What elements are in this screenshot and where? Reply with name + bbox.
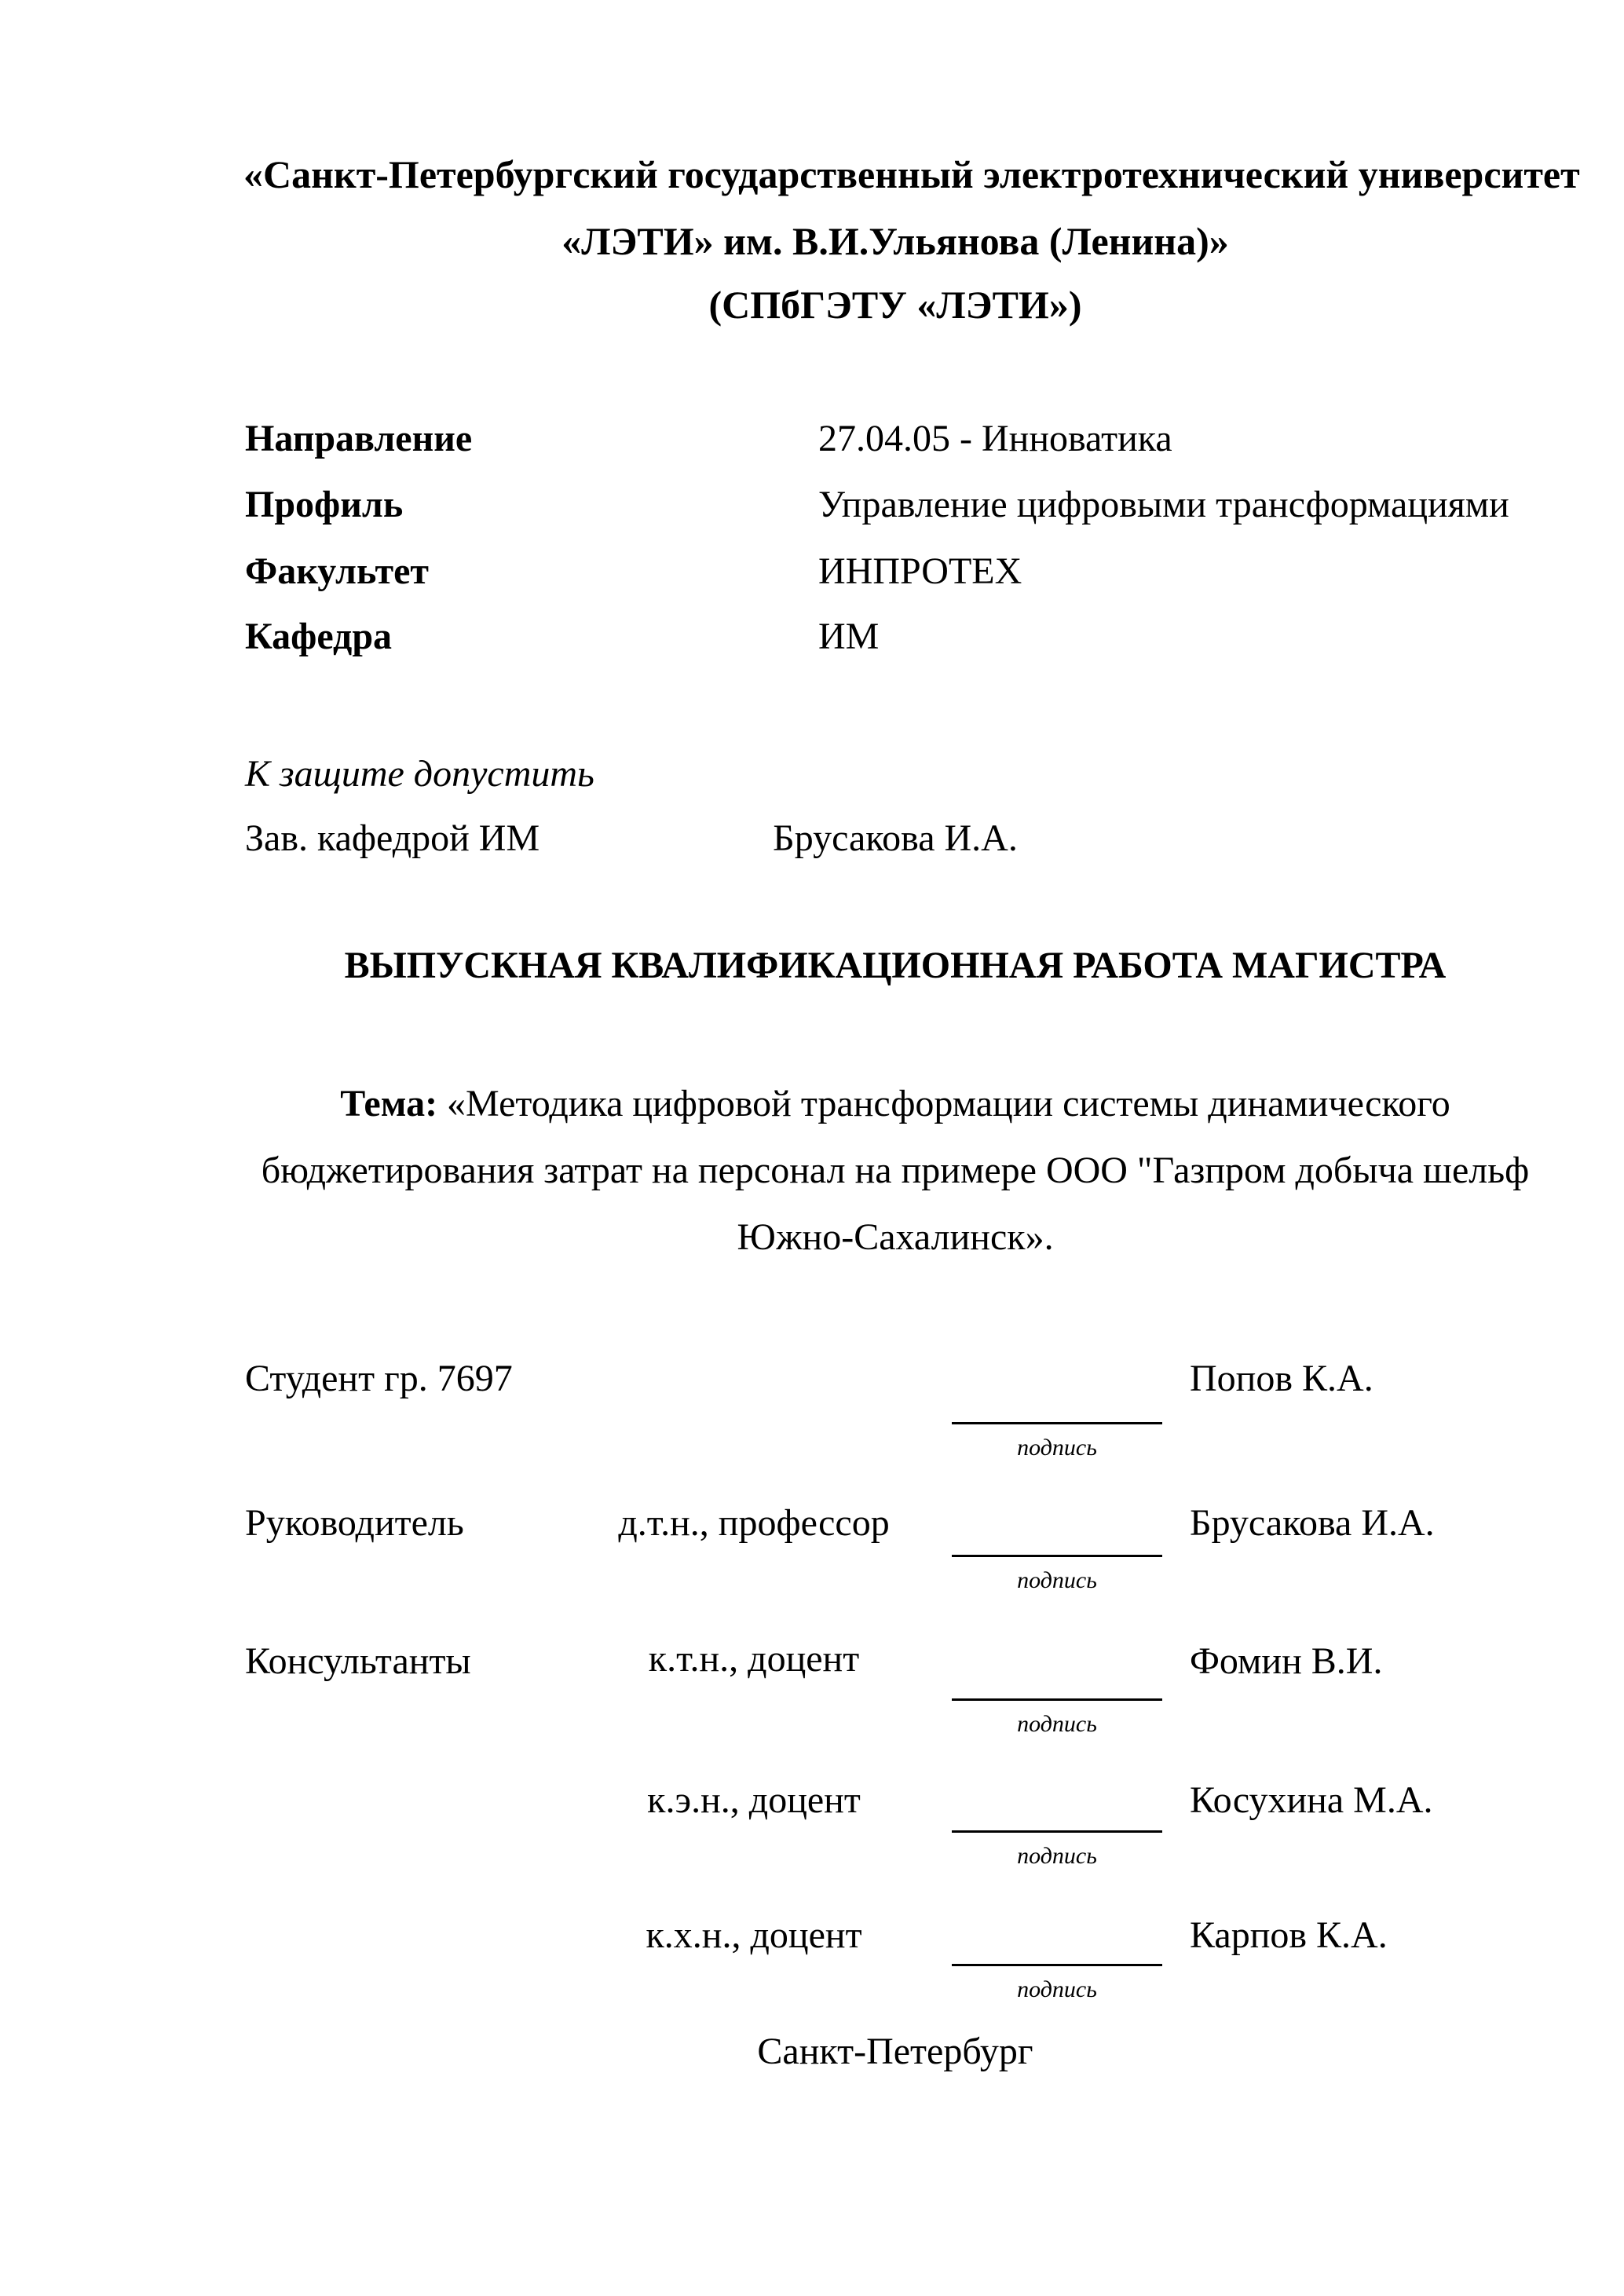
university-line-3: (СПбГЭТУ «ЛЭТИ») — [708, 283, 1082, 327]
signatory-name-consultant-3: Карпов К.А. — [1190, 1914, 1388, 1956]
university-line-1: «Санкт-Петербургский государственный электротехнический университет — [243, 152, 1580, 196]
signature-line-consultant-2 — [952, 1830, 1162, 1870]
signature-caption-consultant-3: подпись — [1017, 1976, 1097, 2002]
field-value-profil: Управление цифровыми трансформациями — [818, 484, 1509, 525]
signature-line-consultant-3 — [952, 1964, 1162, 2004]
signatory-name-supervisor: Брусакова И.А. — [1190, 1502, 1435, 1544]
signatory-name-student: Попов К.А. — [1190, 1358, 1373, 1399]
theme-line-2: бюджетирования затрат на персонал на примере ООО "Газпром добыча шельф — [261, 1150, 1530, 1191]
signature-line-student — [952, 1422, 1162, 1462]
signature-caption-supervisor: подпись — [1017, 1567, 1097, 1593]
admission-head-role: Зав. кафедрой ИМ — [245, 817, 540, 859]
field-value-napravlenie: 27.04.05 - Инноватика — [818, 418, 1172, 459]
field-label-fakultet: Факультет — [245, 550, 429, 592]
city-label: Санкт-Петербург — [757, 2031, 1033, 2072]
signatory-role-student: Студент гр. 7697 — [245, 1358, 513, 1399]
admission-note: К защите допустить — [245, 753, 594, 795]
signatory-role-supervisor: Руководитель — [245, 1502, 464, 1544]
signatory-degree-consultant-3: к.х.н., доцент — [646, 1914, 862, 1956]
signatory-degree-supervisor: д.т.н., профессор — [618, 1502, 890, 1544]
signatory-role-consultants: Консультанты — [245, 1640, 471, 1682]
signature-caption-student: подпись — [1017, 1435, 1097, 1461]
thesis-theme — [243, 1070, 1547, 1270]
theme-line-3: Южно-Сахалинск». — [737, 1216, 1054, 1258]
signatory-name-consultant-2: Косухина М.А. — [1190, 1779, 1433, 1821]
theme-line-1 — [243, 1070, 1547, 1137]
signatory-name-consultant-1: Фомин В.И. — [1190, 1640, 1383, 1682]
theme-line-1-text: «Методика цифровой трансформации системы динамического — [447, 1083, 1450, 1124]
signature-caption-consultant-2: подпись — [1017, 1843, 1097, 1869]
signatory-degree-consultant-2: к.э.н., доцент — [647, 1779, 861, 1821]
signature-line-consultant-1 — [952, 1698, 1162, 1738]
theme-label: Тема: — [340, 1083, 448, 1124]
field-value-kafedra: ИМ — [818, 616, 880, 657]
field-value-fakultet: ИНПРОТЕХ — [818, 550, 1022, 592]
field-label-profil: Профиль — [245, 484, 404, 525]
signatory-degree-consultant-1: к.т.н., доцент — [648, 1638, 860, 1680]
field-label-kafedra: Кафедра — [245, 616, 393, 657]
field-label-napravlenie: Направление — [245, 418, 473, 459]
signature-line-supervisor — [952, 1555, 1162, 1595]
work-title: ВЫПУСКНАЯ КВАЛИФИКАЦИОННАЯ РАБОТА МАГИСТРА — [344, 945, 1447, 986]
university-line-2: «ЛЭТИ» им. В.И.Ульянова (Ленина)» — [561, 219, 1229, 263]
signature-caption-consultant-1: подпись — [1017, 1711, 1097, 1737]
admission-head-name: Брусакова И.А. — [773, 817, 1018, 859]
